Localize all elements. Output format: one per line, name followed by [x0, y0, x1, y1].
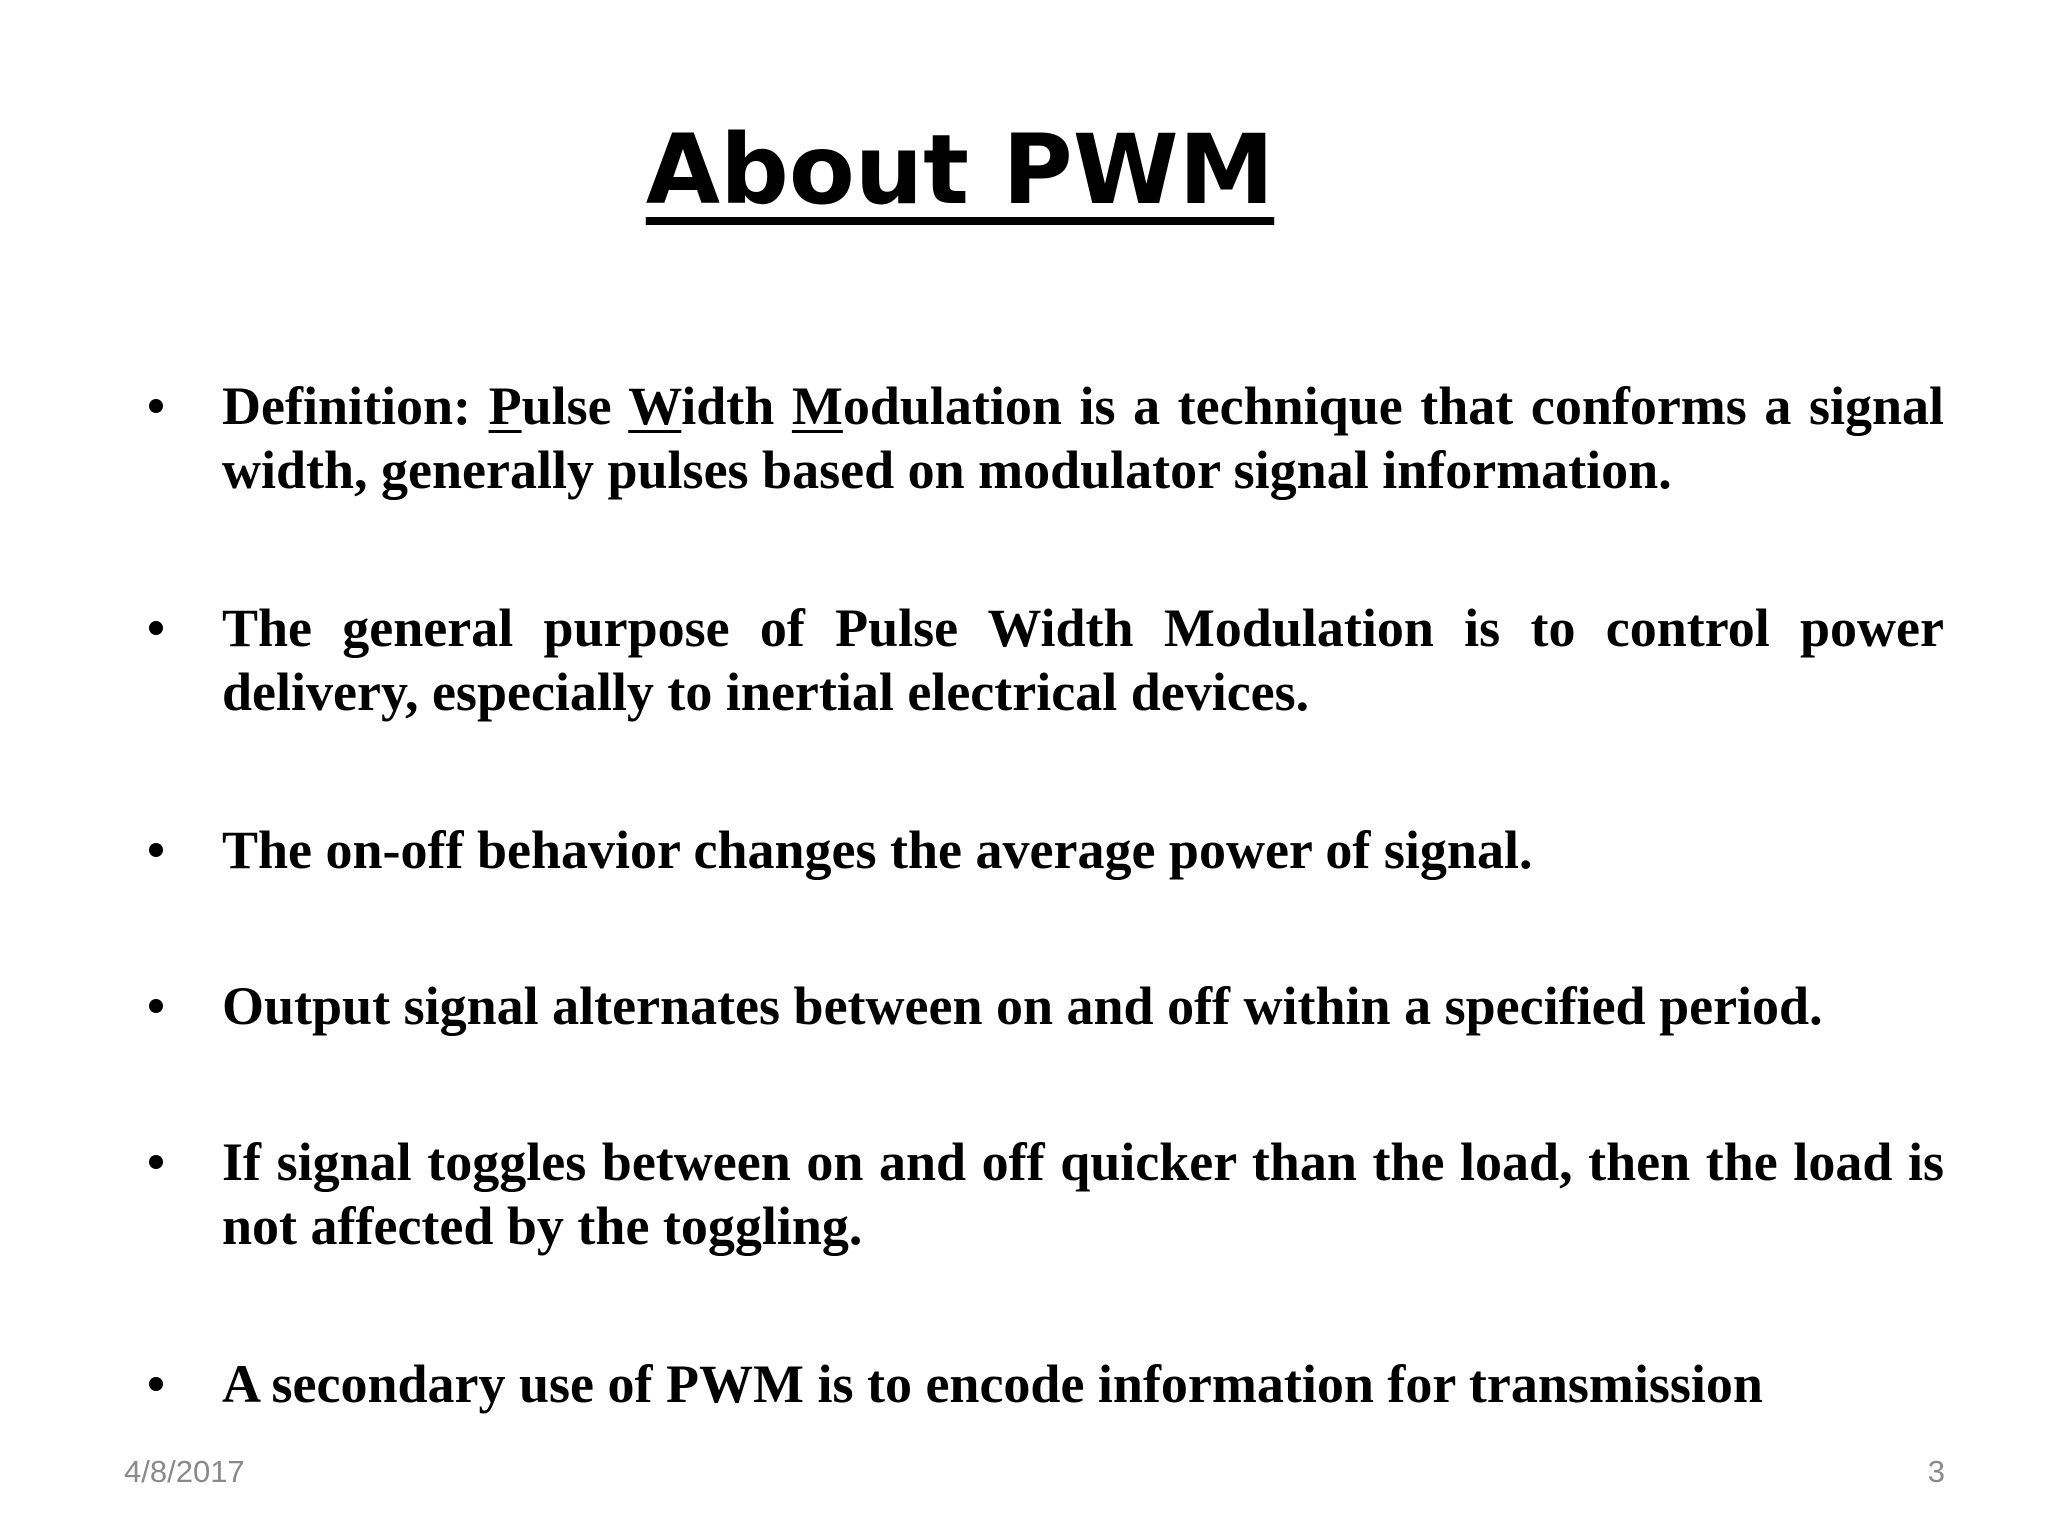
word-width-rest: idth: [681, 376, 775, 436]
bullet-definition: [222, 374, 1944, 502]
acronym-letter-w: W: [628, 376, 682, 436]
definition-rest: odulation is a technique that conforms a signal width, generally pulses based on modulator signal information.: [222, 376, 1945, 500]
bullet-text: The on-off behavior changes the average power of signal.: [222, 820, 1533, 880]
bullet-item: [222, 1352, 1944, 1416]
bullet-text: A secondary use of PWM is to encode information for transmission: [222, 1354, 1763, 1414]
bullet-item: [222, 1130, 1944, 1258]
acronym-letter-m: M: [791, 376, 843, 436]
word-pulse-rest: ulse: [521, 376, 612, 436]
bullet-item: [222, 596, 1944, 724]
footer-date: 4/8/2017: [124, 1454, 245, 1489]
bullet-item: [222, 974, 1944, 1038]
bullet-item: [222, 818, 1944, 882]
definition-label: Definition:: [222, 376, 471, 436]
bullet-text: If signal toggles between on and off quicker than the load, then the load is not affected by the toggling.: [222, 1132, 1944, 1256]
bullet-text: Output signal alternates between on and off within a specified period.: [222, 976, 1823, 1036]
bullet-dot-icon: [149, 1377, 163, 1391]
footer-page-number: 3: [1927, 1454, 1945, 1489]
bullet-text: The general purpose of Pulse Width Modulation is to control power delivery, especially to inertial electrical devices.: [222, 598, 1944, 722]
bullet-dot-icon: [149, 999, 163, 1013]
bullet-dot-icon: [149, 1155, 163, 1169]
bullet-dot-icon: [149, 843, 163, 857]
bullet-dot-icon: [149, 399, 163, 413]
bullet-dot-icon: [149, 621, 163, 635]
slide-title-text: About PWM: [645, 114, 1275, 226]
acronym-letter-p: P: [488, 376, 522, 436]
